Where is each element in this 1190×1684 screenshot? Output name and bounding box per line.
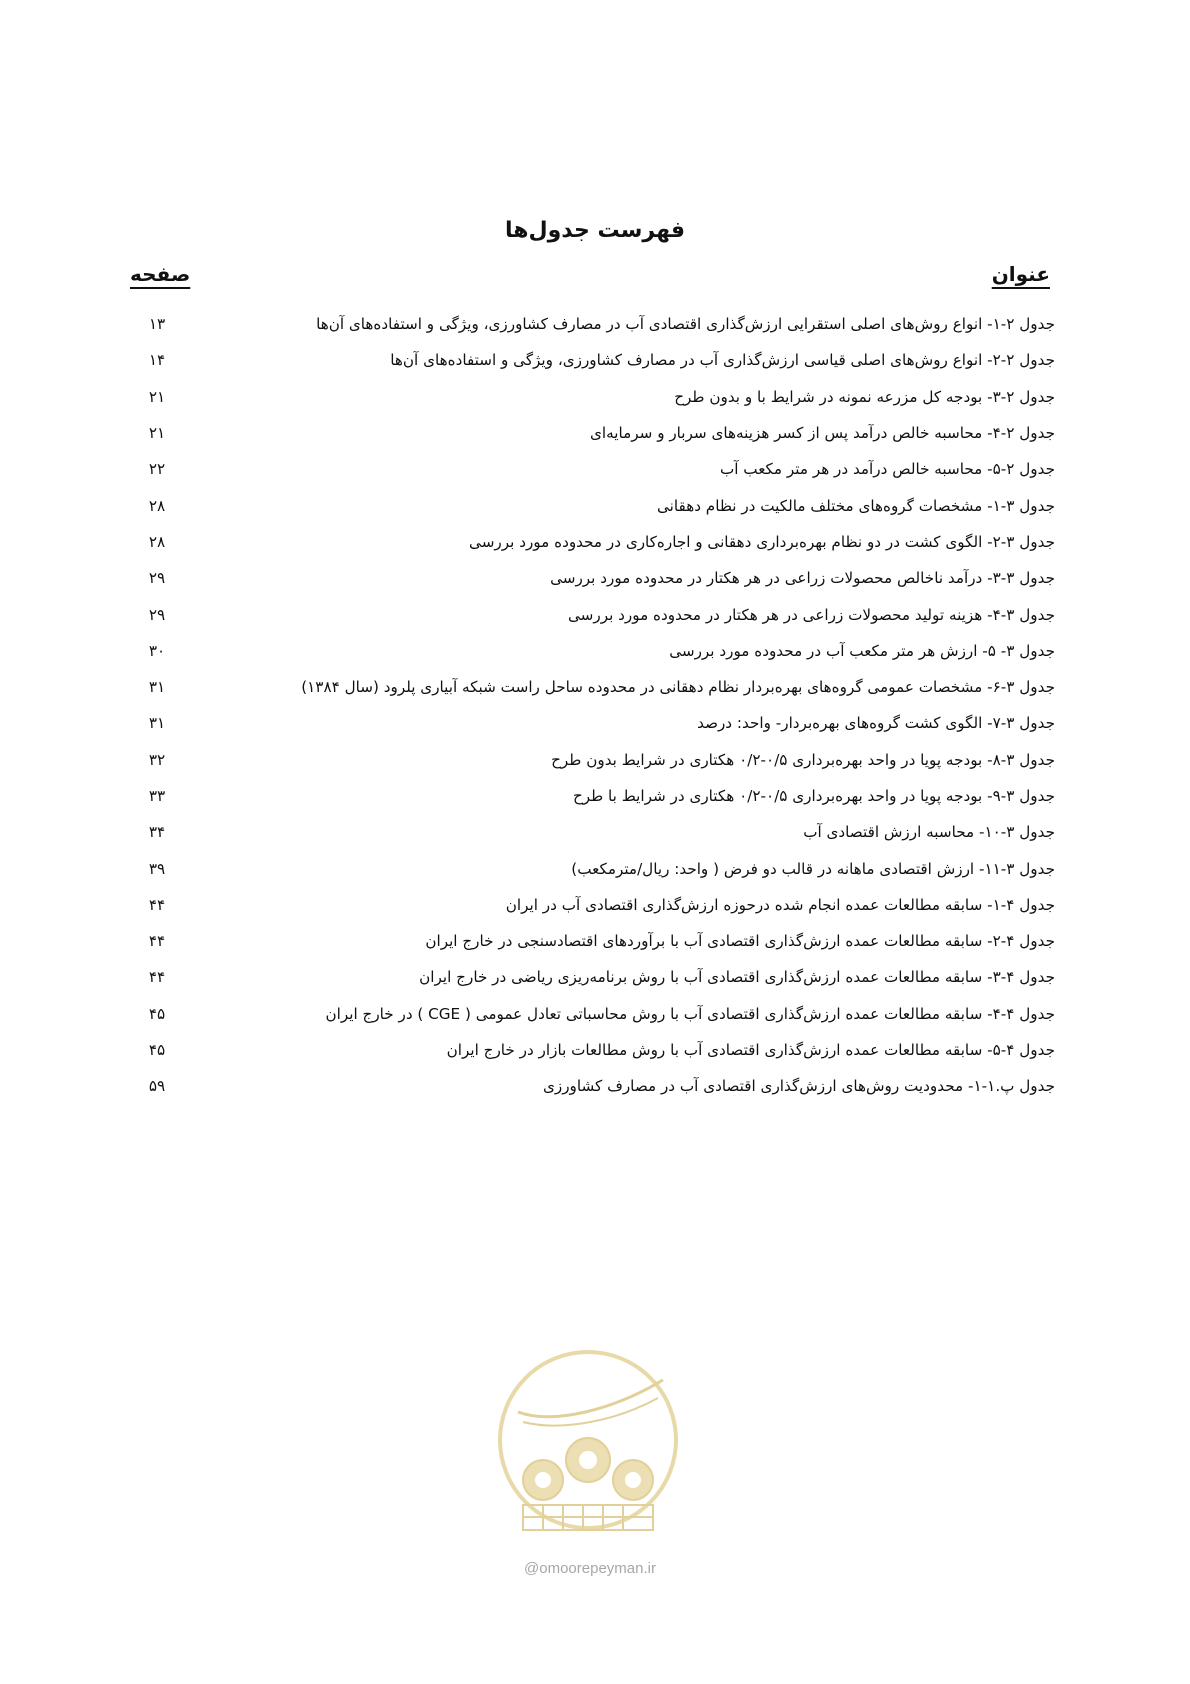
toc-entry-title: جدول ۳-۶- مشخصات عمومی گروه‌های بهره‌بردار نظام دهقانی در محدوده ساحل راست شبکه آبیاری پلرود (سال ۱۳۸۴) (301, 678, 1055, 697)
toc-entry-title: جدول ۴-۳- سابقه مطالعات عمده ارزش‌گذاری اقتصادی آب با روش برنامه‌ریزی ریاضی در خارج ایران (419, 968, 1055, 987)
toc-row[interactable] (135, 959, 1055, 995)
watermark-caption: @omoorepeyman.ir (524, 1560, 656, 1577)
toc-entry-page: ۲۸ (148, 532, 166, 551)
toc-entry-title: جدول ۲-۵- محاسبه خالص درآمد در هر متر مکعب آب (719, 460, 1055, 479)
toc-entry-page: ۲۲ (148, 460, 166, 479)
toc-entry-page: ۳۱ (148, 714, 166, 733)
toc-row[interactable] (135, 1068, 1055, 1104)
toc-entry-title: جدول ۴-۲- سابقه مطالعات عمده ارزش‌گذاری اقتصادی آب با برآوردهای اقتصادسنجی در خارج ایران (425, 932, 1055, 951)
toc-entry-title: جدول ۳-۱۱- ارزش اقتصادی ماهانه در قالب دو فرض ( واحد: ریال/مترمکعب) (571, 859, 1055, 878)
toc-row[interactable] (135, 887, 1055, 923)
toc-row[interactable] (135, 814, 1055, 850)
toc-row[interactable] (135, 487, 1055, 523)
toc-row[interactable] (135, 379, 1055, 415)
toc-entry-page: ۴۴ (148, 932, 166, 951)
toc-entry-title: جدول ۳-۱- مشخصات گروه‌های مختلف مالکیت در نظام دهقانی (657, 496, 1055, 515)
toc-row[interactable] (135, 705, 1055, 741)
toc-row[interactable] (135, 996, 1055, 1032)
toc-row[interactable] (135, 778, 1055, 814)
watermark-logo (493, 1340, 683, 1550)
toc-row[interactable] (135, 560, 1055, 596)
toc-entry-title: جدول ۴-۵- سابقه مطالعات عمده ارزش‌گذاری اقتصادی آب با روش مطالعات بازار در خارج ایران (446, 1041, 1055, 1060)
toc-entry-title: جدول ۲-۱- انواع روش‌های اصلی استقرایی ارزش‌گذاری اقتصادی آب در مصارف کشاورزی، ویژگی و استفاده‌های آن‌ها (316, 315, 1055, 334)
toc-entry-title: جدول ۲-۴- محاسبه خالص درآمد پس از کسر هزینه‌های سربار و سرمایه‌ای (590, 424, 1055, 443)
toc-entry-title: جدول ۳-۸- بودجه پویا در واحد بهره‌برداری ۰/۵-۰/۲ هکتاری در شرایط بدون طرح (551, 750, 1055, 769)
toc-entry-page: ۳۳ (148, 787, 166, 805)
toc-entry-page: ۴۵ (148, 1041, 166, 1060)
toc-entry-page: ۵۹ (148, 1077, 166, 1096)
toc-entry-title: جدول ۳-۳- درآمد ناخالص محصولات زراعی در هر هکتار در محدوده مورد بررسی (550, 569, 1055, 588)
table-of-contents (135, 306, 1055, 1105)
toc-row[interactable] (135, 669, 1055, 705)
toc-row[interactable] (135, 742, 1055, 778)
toc-row[interactable] (135, 306, 1055, 342)
toc-entry-page: ۳۰ (148, 641, 166, 660)
toc-entry-page: ۲۹ (148, 569, 166, 588)
toc-row[interactable] (135, 342, 1055, 378)
toc-entry-page: ۳۹ (148, 859, 166, 878)
toc-entry-title: جدول پ.۱-۱- محدودیت روش‌های ارزش‌گذاری اقتصادی آب در مصارف کشاورزی (542, 1077, 1055, 1096)
toc-entry-page: ۴۴ (148, 895, 166, 914)
toc-entry-title: جدول ۲-۳- بودجه کل مزرعه نمونه در شرایط با و بدون طرح (674, 387, 1055, 406)
page-column-header: صفحه (130, 262, 191, 286)
toc-entry-title: جدول ۳-۷- الگوی کشت گروه‌های بهره‌بردار- واحد: درصد (697, 714, 1055, 733)
toc-entry-title: جدول ۳-۱۰- محاسبه ارزش اقتصادی آب (803, 823, 1055, 842)
toc-entry-page: ۳۴ (148, 823, 166, 842)
toc-entry-page: ۴۵ (148, 1004, 166, 1023)
toc-entry-title: جدول ۳-۹- بودجه پویا در واحد بهره‌برداری ۰/۵-۰/۲ هکتاری در شرایط با طرح (572, 787, 1055, 805)
toc-entry-page: ۱۴ (148, 351, 166, 370)
toc-entry-title: جدول ۴-۴- سابقه مطالعات عمده ارزش‌گذاری اقتصادی آب با روش محاسباتی تعادل عمومی ( CGE ) در خارج ایران (325, 1004, 1055, 1023)
toc-entry-title: جدول ۳-۴- هزینه تولید محصولات زراعی در هر هکتار در محدوده مورد بررسی (568, 605, 1055, 624)
toc-row[interactable] (135, 451, 1055, 487)
toc-entry-title: جدول ۳- ۵- ارزش هر متر مکعب آب در محدوده مورد بررسی (669, 641, 1055, 660)
toc-row[interactable] (135, 596, 1055, 632)
toc-entry-page: ۱۳ (148, 315, 166, 334)
toc-row[interactable] (135, 923, 1055, 959)
toc-entry-page: ۲۹ (148, 605, 166, 624)
toc-row[interactable] (135, 415, 1055, 451)
toc-entry-page: ۴۴ (148, 968, 166, 987)
toc-row[interactable] (135, 633, 1055, 669)
toc-entry-title: جدول ۳-۲- الگوی کشت در دو نظام بهره‌برداری دهقانی و اجاره‌کاری در محدوده مورد بررسی (469, 532, 1055, 551)
toc-entry-page: ۲۱ (148, 424, 166, 443)
toc-row[interactable] (135, 1032, 1055, 1068)
toc-row[interactable] (135, 524, 1055, 560)
toc-entry-page: ۲۸ (148, 496, 166, 515)
toc-entry-page: ۲۱ (148, 387, 166, 406)
toc-entry-title: جدول ۲-۲- انواع روش‌های اصلی قیاسی ارزش‌گذاری آب در مصارف کشاورزی، ویژگی و استفاده‌های آن‌ها (390, 351, 1055, 370)
toc-entry-title: جدول ۴-۱- سابقه مطالعات عمده انجام شده درحوزه ارزش‌گذاری اقتصادی آب در ایران (505, 895, 1055, 914)
toc-entry-page: ۳۱ (148, 678, 166, 697)
page-title: فهرست جدول‌ها (504, 218, 686, 243)
title-column-header: عنوان (991, 262, 1050, 286)
toc-entry-page: ۳۲ (148, 750, 166, 769)
toc-row[interactable] (135, 850, 1055, 886)
